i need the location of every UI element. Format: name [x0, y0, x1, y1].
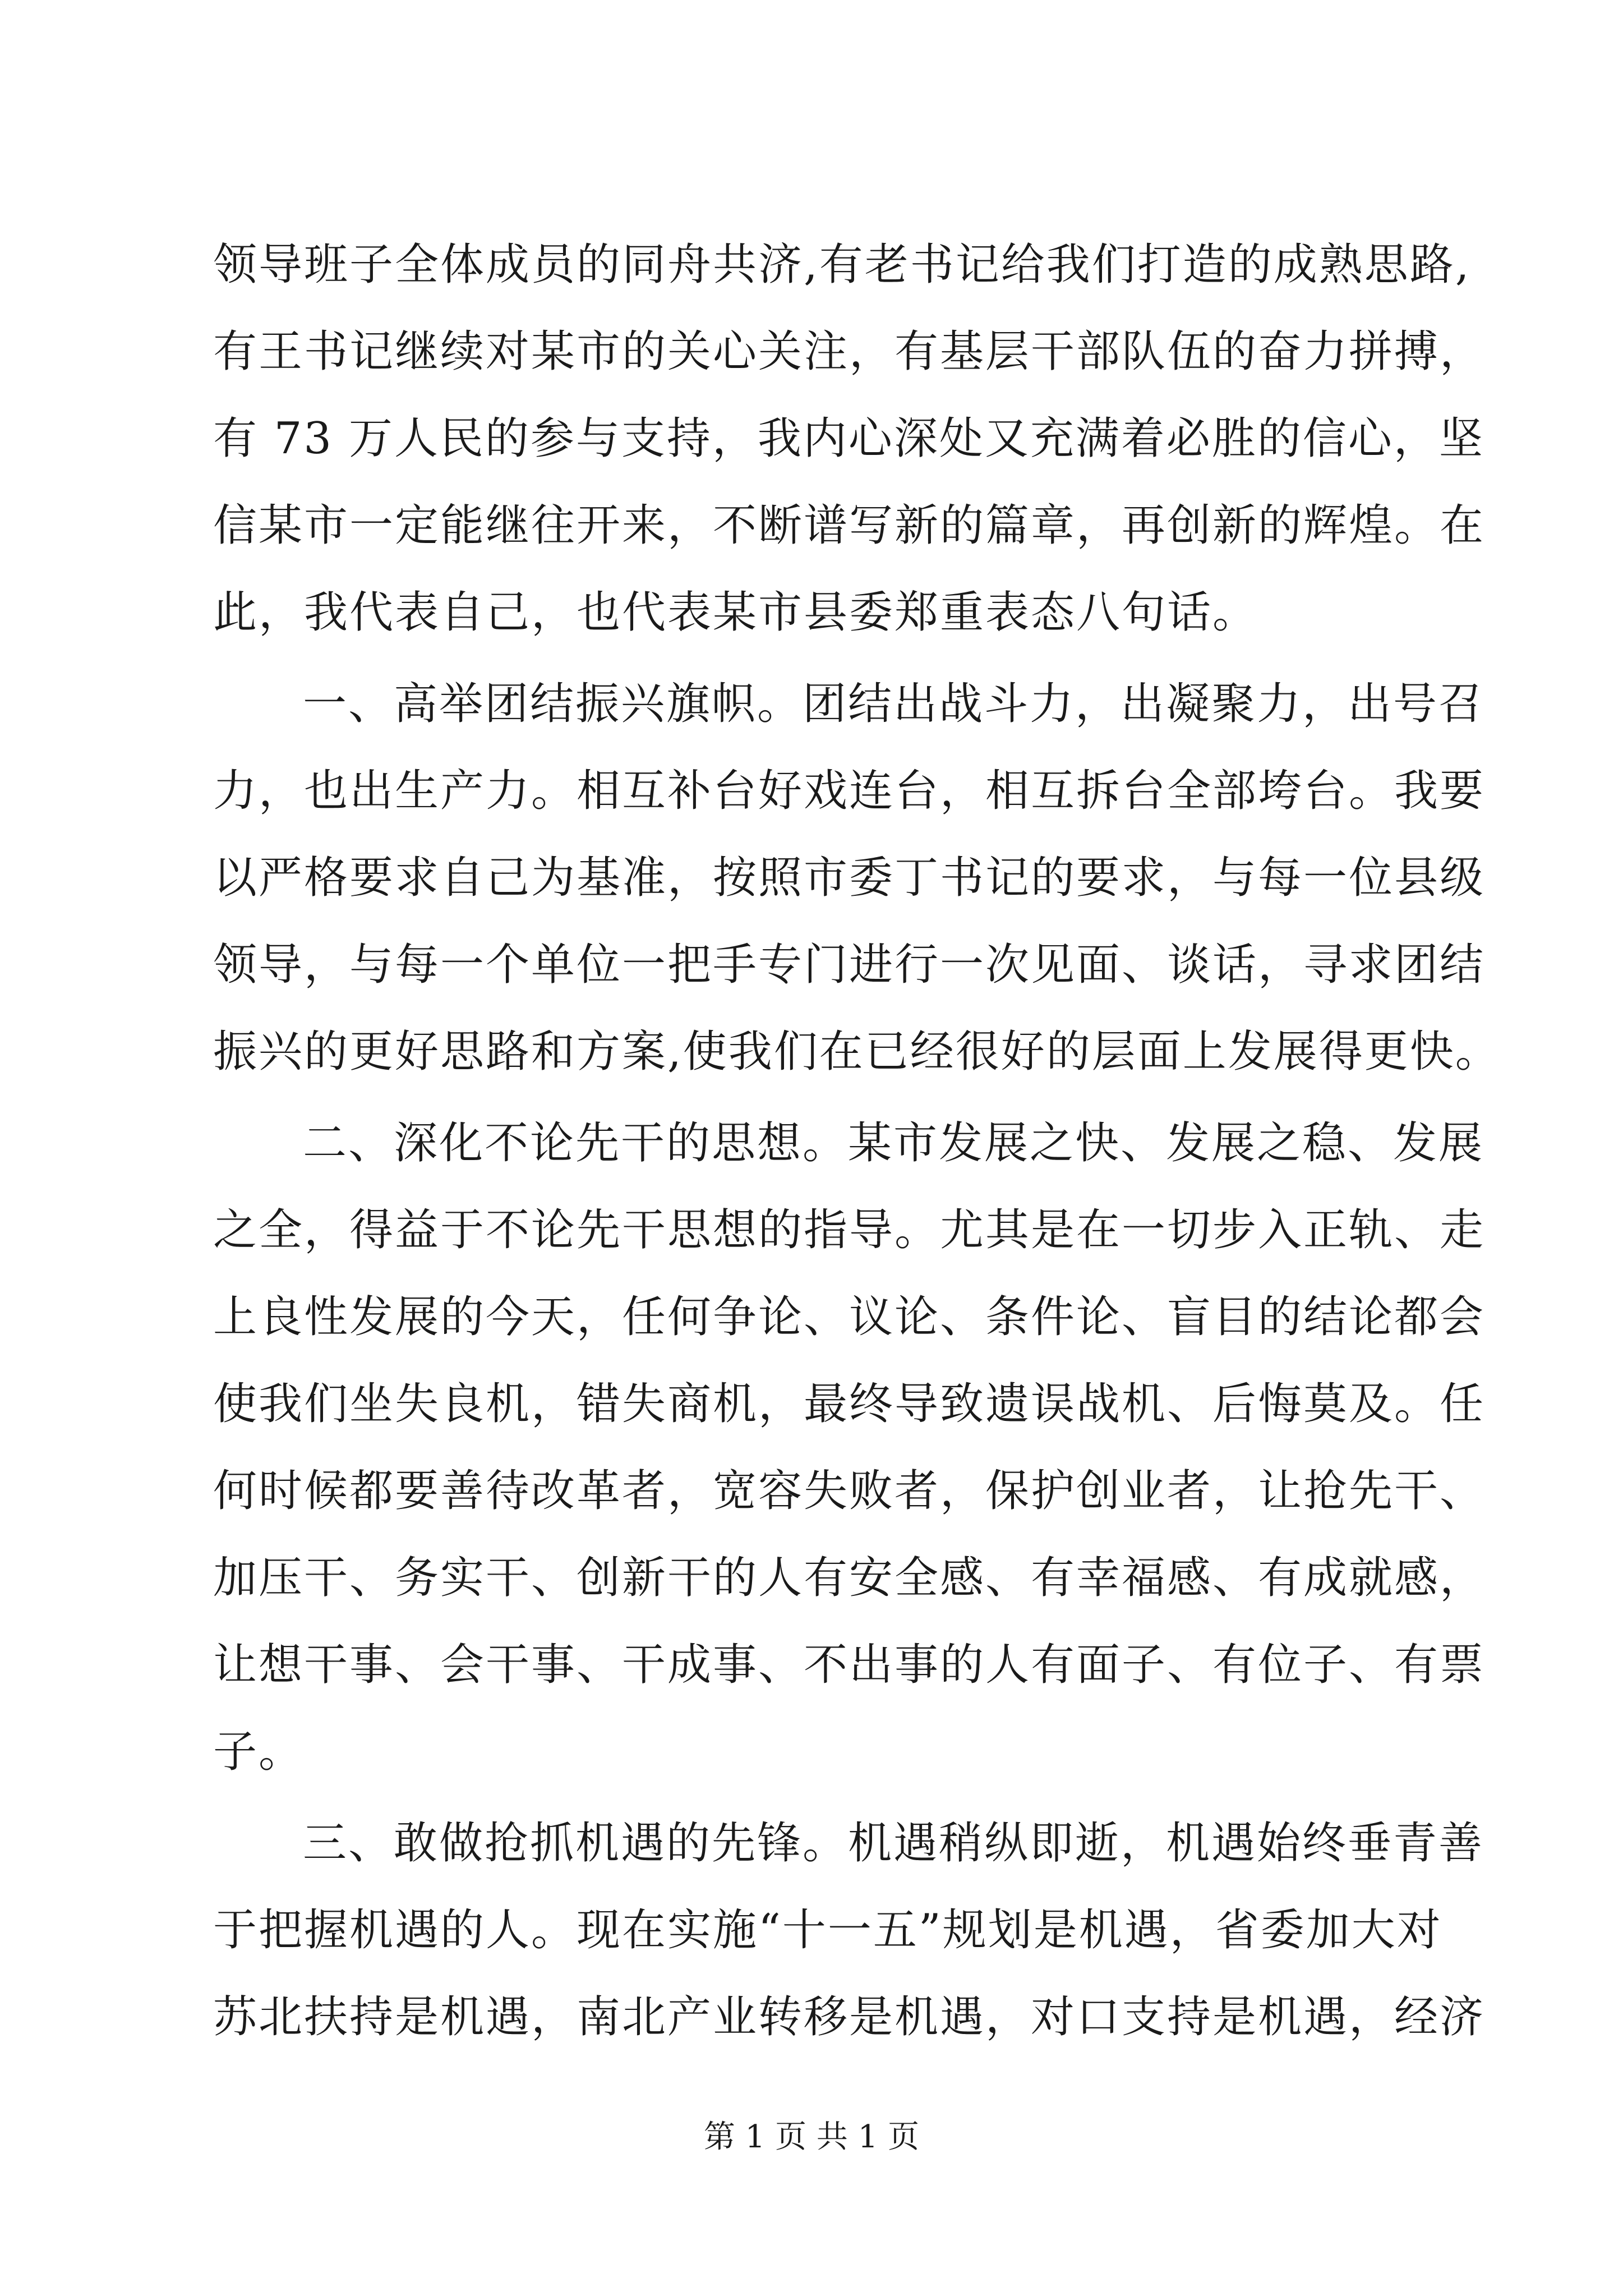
- text-line: 二、深化不论先干的思想。某市发展之快、发展之稳、发展: [303, 1118, 1484, 1168]
- document-body: [213, 222, 1501, 2061]
- text-line: 何时候都要善待改革者，宽容失败者，保护创业者，让抢先干、: [213, 1466, 1486, 1516]
- text-line: 让想干事、会干事、干成事、不出事的人有面子、有位子、有票: [213, 1640, 1486, 1690]
- text-line: 之全，得益于不论先干思想的指导。尤其是在一切步入正轨、走: [213, 1205, 1486, 1255]
- text-line: 此，我代表自己，也代表某市县委郑重表态八句话。: [213, 587, 1258, 638]
- text-line: 三、敢做抢抓机遇的先锋。机遇稍纵即逝，机遇始终垂青善: [303, 1818, 1484, 1869]
- text-line: 子。: [213, 1727, 305, 1777]
- text-line: 有 73 万人民的参与支持，我内心深处又充满着必胜的信心，坚: [213, 413, 1484, 464]
- text-line: 领导班子全体成员的同舟共济,有老书记给我们打造的成熟思路,: [213, 240, 1471, 290]
- text-line: 以严格要求自己为基准，按照市委丁书记的要求，与每一位县级: [213, 853, 1486, 903]
- text-line: 苏北扶持是机遇，南北产业转移是机遇，对口支持是机遇，经济: [213, 1992, 1486, 2042]
- text-line: 领导，与每一个单位一把手专门进行一次见面、谈话，寻求团结: [213, 940, 1486, 990]
- text-line: 力，也出生产力。相互补台好戏连台，相互拆台全部垮台。我要: [213, 766, 1486, 816]
- text-line: 有王书记继续对某市的关心关注，有基层干部队伍的奋力拼搏，: [213, 326, 1486, 377]
- text-line: 使我们坐失良机，错失商机，最终导致遗误战机、后悔莫及。任: [213, 1379, 1486, 1429]
- page-footer: 第 1 页 共 1 页: [703, 2119, 920, 2155]
- text-line: 加压干、务实干、创新干的人有安全感、有幸福感、有成就感，: [213, 1553, 1486, 1603]
- text-line: 信某市一定能继往开来，不断谱写新的篇章，再创新的辉煌。在: [213, 500, 1486, 551]
- text-line: 振兴的更好思路和方案,使我们在已经很好的层面上发展得更快。: [213, 1027, 1501, 1077]
- text-line: 于把握机遇的人。现在实施“十一五”规划是机遇，省委加大对: [213, 1905, 1442, 1955]
- text-line: 一、高举团结振兴旗帜。团结出战斗力，出凝聚力，出号召: [303, 679, 1484, 729]
- text-line: 上良性发展的今天，任何争论、议论、条件论、盲目的结论都会: [213, 1292, 1486, 1342]
